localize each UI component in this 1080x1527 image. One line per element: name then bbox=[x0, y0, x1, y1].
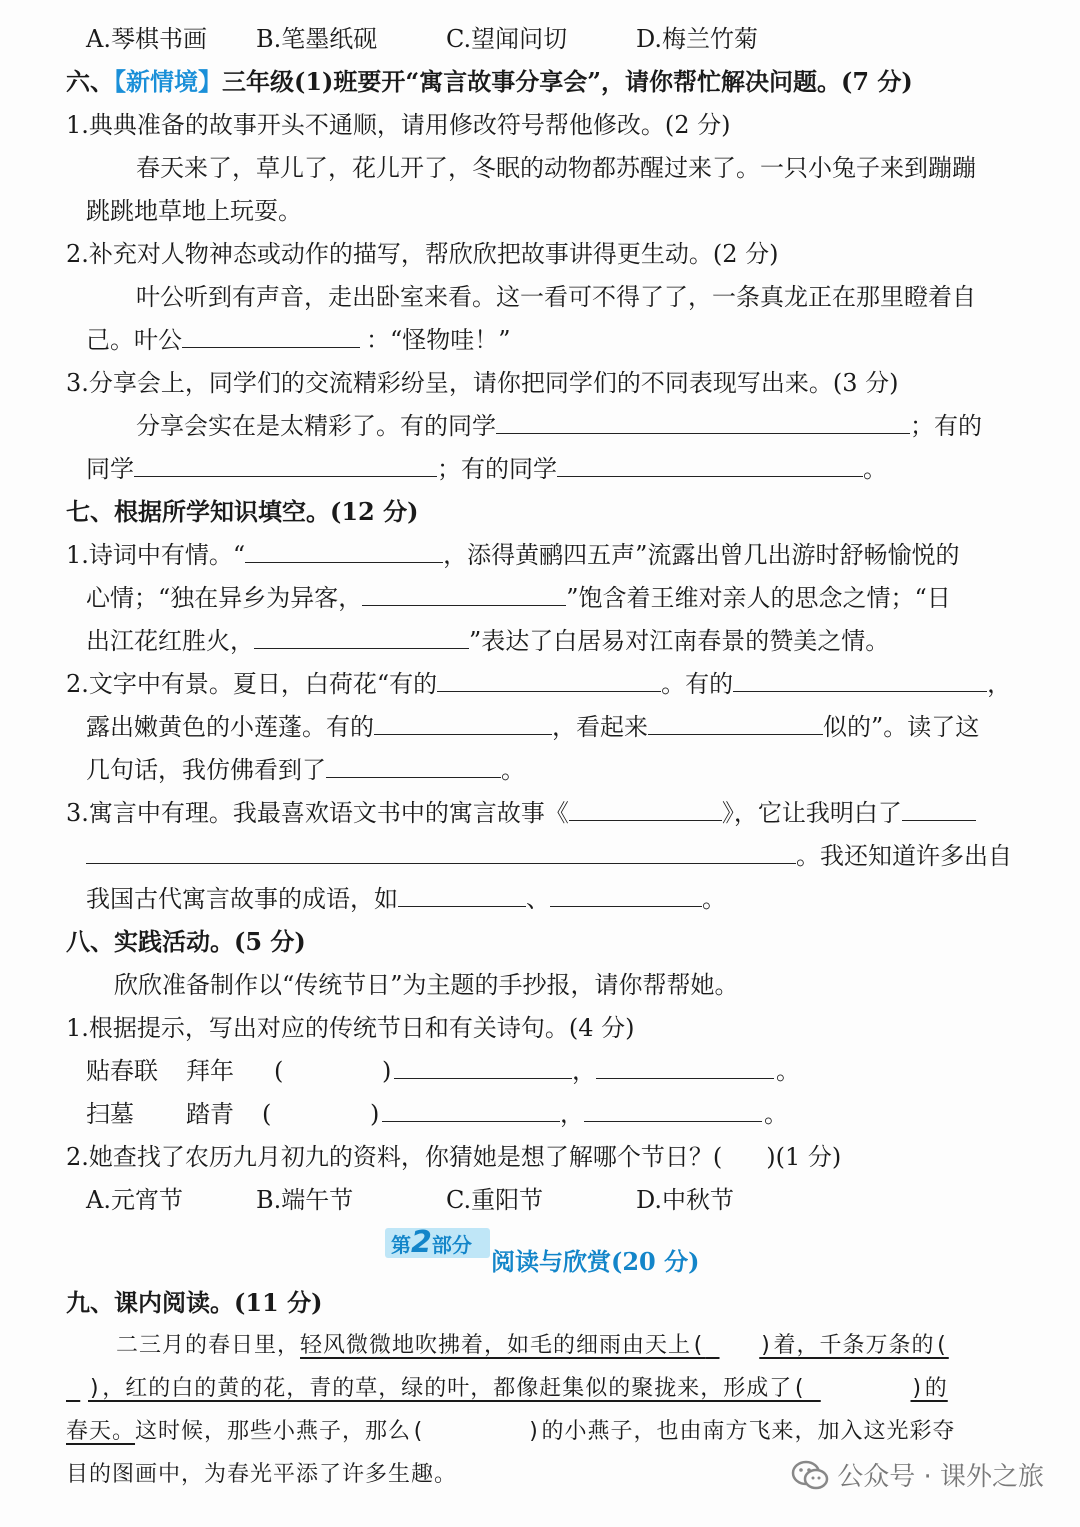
answer-blank[interactable] bbox=[66, 1372, 88, 1406]
section-title: 三年级(1)班要开“寓言故事分享会”，请你帮忙解决问题。(7 分) bbox=[222, 67, 913, 96]
answer-blank[interactable] bbox=[134, 452, 437, 477]
answer-blank[interactable] bbox=[394, 1054, 572, 1079]
story-line-blank: 己。叶公 ：“怪物哇！” bbox=[86, 323, 511, 357]
answer-blank[interactable] bbox=[374, 710, 552, 735]
question-7-1c: 出江花红胜火， ”表达了白居易对江南春景的赞美之情。 bbox=[86, 624, 889, 658]
question-7-1a: 1.诗词中有情。“ ，添得黄鹂四五声”流露出曾几出游时舒畅愉悦的 bbox=[66, 538, 959, 572]
question-8-1: 1.根据提示，写出对应的传统节日和有关诗句。(4 分) bbox=[66, 1014, 635, 1042]
section-9-heading: 九、课内阅读。(11 分) bbox=[66, 1288, 323, 1317]
reading-line-2: )，红的白的黄的花，青的草，绿的叶，都像赶集似的聚拢来，形成了( )的 bbox=[66, 1372, 948, 1406]
option-row-8 bbox=[86, 1183, 886, 1217]
option-c: C.重阳节 bbox=[446, 1186, 544, 1214]
watermark-text: 公众号 · 课外之旅 bbox=[837, 1462, 1044, 1492]
question-7-2c: 几句话，我仿佛看到了 。 bbox=[86, 753, 525, 787]
answer-blank[interactable] bbox=[807, 1372, 911, 1406]
answer-blank[interactable] bbox=[705, 1329, 759, 1363]
answer-blank[interactable] bbox=[86, 839, 796, 864]
section-6-heading bbox=[66, 65, 913, 99]
section-7-heading: 七、根据所学知识填空。(12 分) bbox=[66, 497, 419, 526]
new-context-tag: 【新情境】 bbox=[114, 67, 222, 96]
answer-blank[interactable] bbox=[569, 796, 722, 821]
section-number: 六、 bbox=[66, 67, 114, 96]
answer-blank[interactable] bbox=[584, 1097, 762, 1122]
option-a: A.琴棋书画 bbox=[86, 25, 207, 53]
story-text-3: 叶公听到有声音，走出卧室来看。这一看可不得了了，一条真龙正在那里瞪着自 bbox=[136, 283, 976, 311]
option-d: D.中秋节 bbox=[636, 1186, 735, 1214]
question-6-3: 3.分享会上，同学们的交流精彩纷呈，请你把同学们的不同表现写出来。(3 分) bbox=[66, 369, 899, 397]
answer-blank[interactable] bbox=[382, 1097, 560, 1122]
answer-blank[interactable] bbox=[326, 753, 501, 778]
option-row-5 bbox=[86, 22, 886, 56]
answer-blank[interactable] bbox=[902, 796, 976, 821]
section-8-heading: 八、实践活动。(5 分) bbox=[66, 927, 306, 956]
question-7-2b: 露出嫩黄色的小莲蓬。有的 ，看起来 似的”。读了这 bbox=[86, 710, 979, 744]
option-a: A.元宵节 bbox=[86, 1186, 183, 1214]
reading-line-4: 目的图画中，为春光平添了许多生趣。 bbox=[66, 1462, 458, 1487]
answer-blank[interactable] bbox=[557, 452, 863, 477]
story-text-2: 跳跳地草地上玩耍。 bbox=[86, 197, 302, 225]
answer-blank[interactable] bbox=[648, 710, 823, 735]
story-text-1: 春天来了，草儿了，花儿开了，冬眠的动物都苏醒过来了。一只小兔子来到蹦蹦 bbox=[136, 154, 976, 182]
question-6-2: 2.补充对人物神态或动作的描写，帮欣欣把故事讲得更生动。(2 分) bbox=[66, 240, 779, 268]
question-8-2: 2.她查找了农历九月初九的资料，你猜她是想了解哪个节日？( )(1 分) bbox=[66, 1143, 842, 1171]
answer-blank[interactable] bbox=[733, 667, 987, 692]
question-7-3a: 3.寓言中有理。我最喜欢语文书中的寓言故事《 》，它让我明白了 bbox=[66, 796, 976, 830]
answer-blank[interactable] bbox=[496, 409, 910, 434]
option-d: D.梅兰竹菊 bbox=[636, 25, 759, 53]
share-line-2: 同学 ；有的同学 。 bbox=[86, 452, 887, 486]
question-7-3c: 我国古代寓言故事的成语，如 、 。 bbox=[86, 882, 726, 916]
question-7-2a: 2.文字中有景。夏日，白荷花“有的 。有的 ， bbox=[66, 667, 1011, 701]
share-line-1: 分享会实在是太精彩了。有的同学 ；有的 bbox=[136, 409, 982, 443]
question-7-3b: 。我还知道许多出自 bbox=[86, 839, 1012, 873]
festival-row-1: 贴春联 拜年 ( ) ， 。 bbox=[86, 1054, 806, 1088]
watermark bbox=[791, 1456, 1044, 1493]
answer-blank[interactable] bbox=[398, 882, 526, 907]
question-6-1: 1.典典准备的故事开头不通顺，请用修改符号帮他修改。(2 分) bbox=[66, 111, 731, 139]
part-title: 阅读与欣赏(20 分) bbox=[491, 1247, 700, 1276]
option-b: B.笔墨纸砚 bbox=[256, 25, 378, 53]
answer-blank[interactable] bbox=[254, 624, 469, 649]
reading-line-3: 春天。这时候，那些小燕子，那么( )的小燕子，也由南方飞来，加入这光彩夺 bbox=[66, 1419, 956, 1444]
reading-line-1: 二三月的春日里，轻风微微地吹拂着，如毛的细雨由天上( )着，千条万条的( bbox=[116, 1329, 949, 1363]
section-8-intro: 欣欣准备制作以“传统节日”为主题的手抄报，请你帮帮她。 bbox=[114, 971, 739, 999]
answer-blank[interactable] bbox=[245, 538, 443, 563]
answer-blank[interactable] bbox=[182, 323, 360, 348]
wechat-icon bbox=[791, 1460, 829, 1490]
question-7-1b: 心情；“独在异乡为异客， ”饱含着王维对亲人的思念之情；“日 bbox=[86, 581, 951, 615]
answer-blank[interactable] bbox=[437, 667, 661, 692]
part-badge: 第2部分 bbox=[385, 1228, 490, 1258]
option-b: B.端午节 bbox=[256, 1186, 354, 1214]
answer-blank[interactable] bbox=[596, 1054, 774, 1079]
part-2-banner bbox=[385, 1225, 705, 1278]
option-c: C.望闻问切 bbox=[446, 25, 568, 53]
answer-blank[interactable] bbox=[550, 882, 702, 907]
festival-row-2: 扫墓 踏青 ( ) ， 。 bbox=[86, 1097, 806, 1131]
answer-blank[interactable] bbox=[362, 581, 566, 606]
